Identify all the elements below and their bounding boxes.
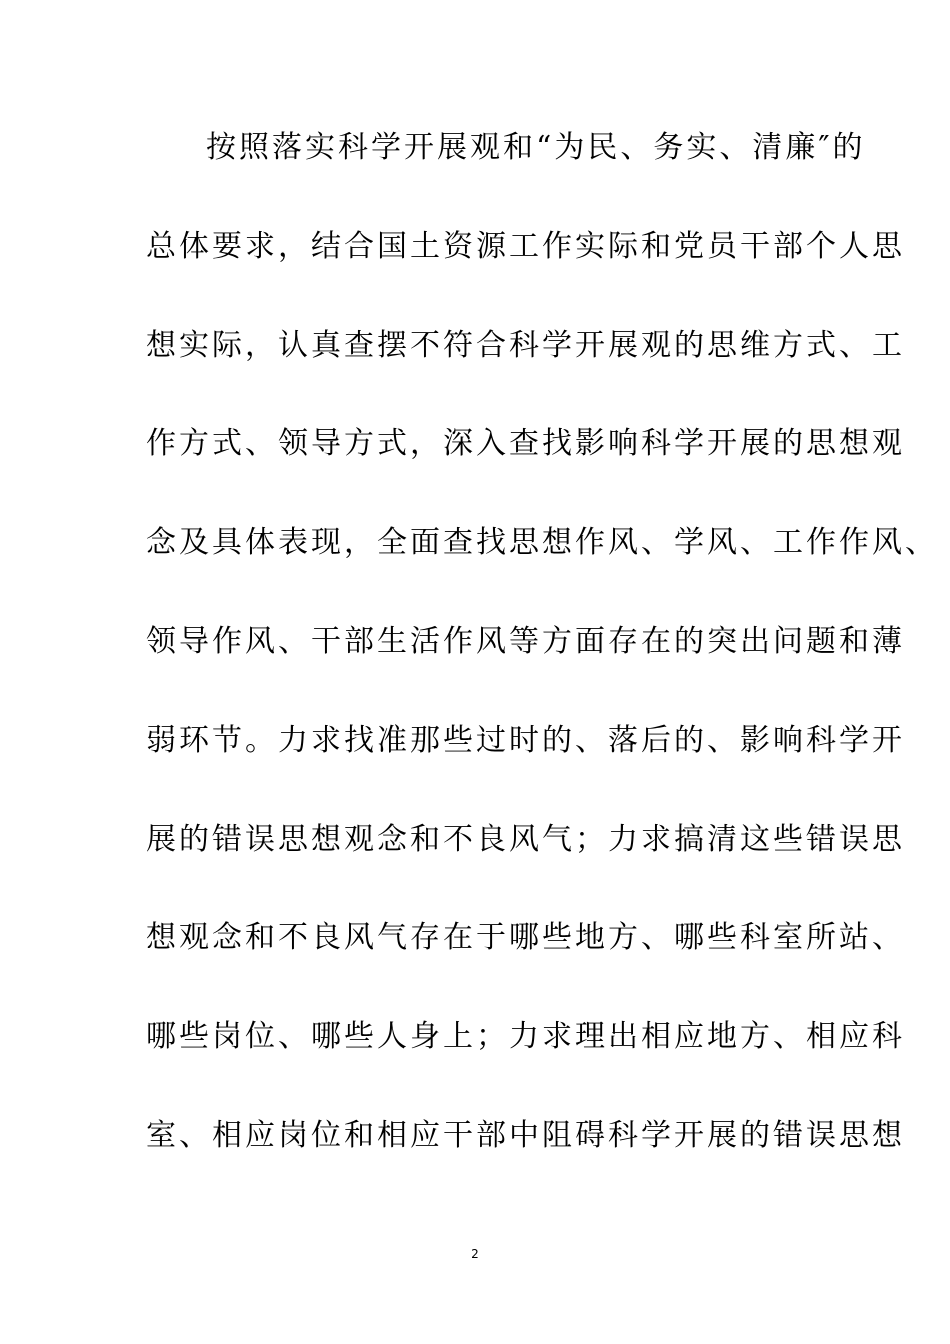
paragraph-line-7: 弱环节。力求找准那些过时的、落后的、影响科学开 — [146, 722, 905, 758]
paragraph-line-4: 作方式、领导方式，深入查找影响科学开展的思想观 — [146, 426, 905, 462]
paragraph-line-2: 总体要求，结合国土资源工作实际和党员干部个人思 — [146, 228, 905, 264]
paragraph-line-1: 按照落实科学开展观和“为民、务实、清廉″的 — [206, 130, 866, 165]
paragraph-line-11: 室、相应岗位和相应干部中阻碍科学开展的错误思想 — [146, 1117, 905, 1153]
page-number: 2 — [471, 1247, 479, 1261]
paragraph-line-10: 哪些岗位、哪些人身上；力求理出相应地方、相应科 — [146, 1019, 905, 1055]
paragraph-line-6: 领导作风、干部生活作风等方面存在的突出问题和薄 — [146, 623, 905, 659]
paragraph — [146, 128, 938, 1215]
paragraph-line-5: 念及具体表现，全面查找思想作风、学风、工作作风、 — [146, 525, 938, 561]
paragraph-line-3: 想实际，认真查摆不符合科学开展观的思维方式、工 — [146, 327, 905, 363]
paragraph-line-8: 展的错误思想观念和不良风气；力求搞清这些错误思 — [146, 821, 905, 857]
paragraph-line-9: 想观念和不良风气存在于哪些地方、哪些科室所站、 — [146, 920, 905, 956]
